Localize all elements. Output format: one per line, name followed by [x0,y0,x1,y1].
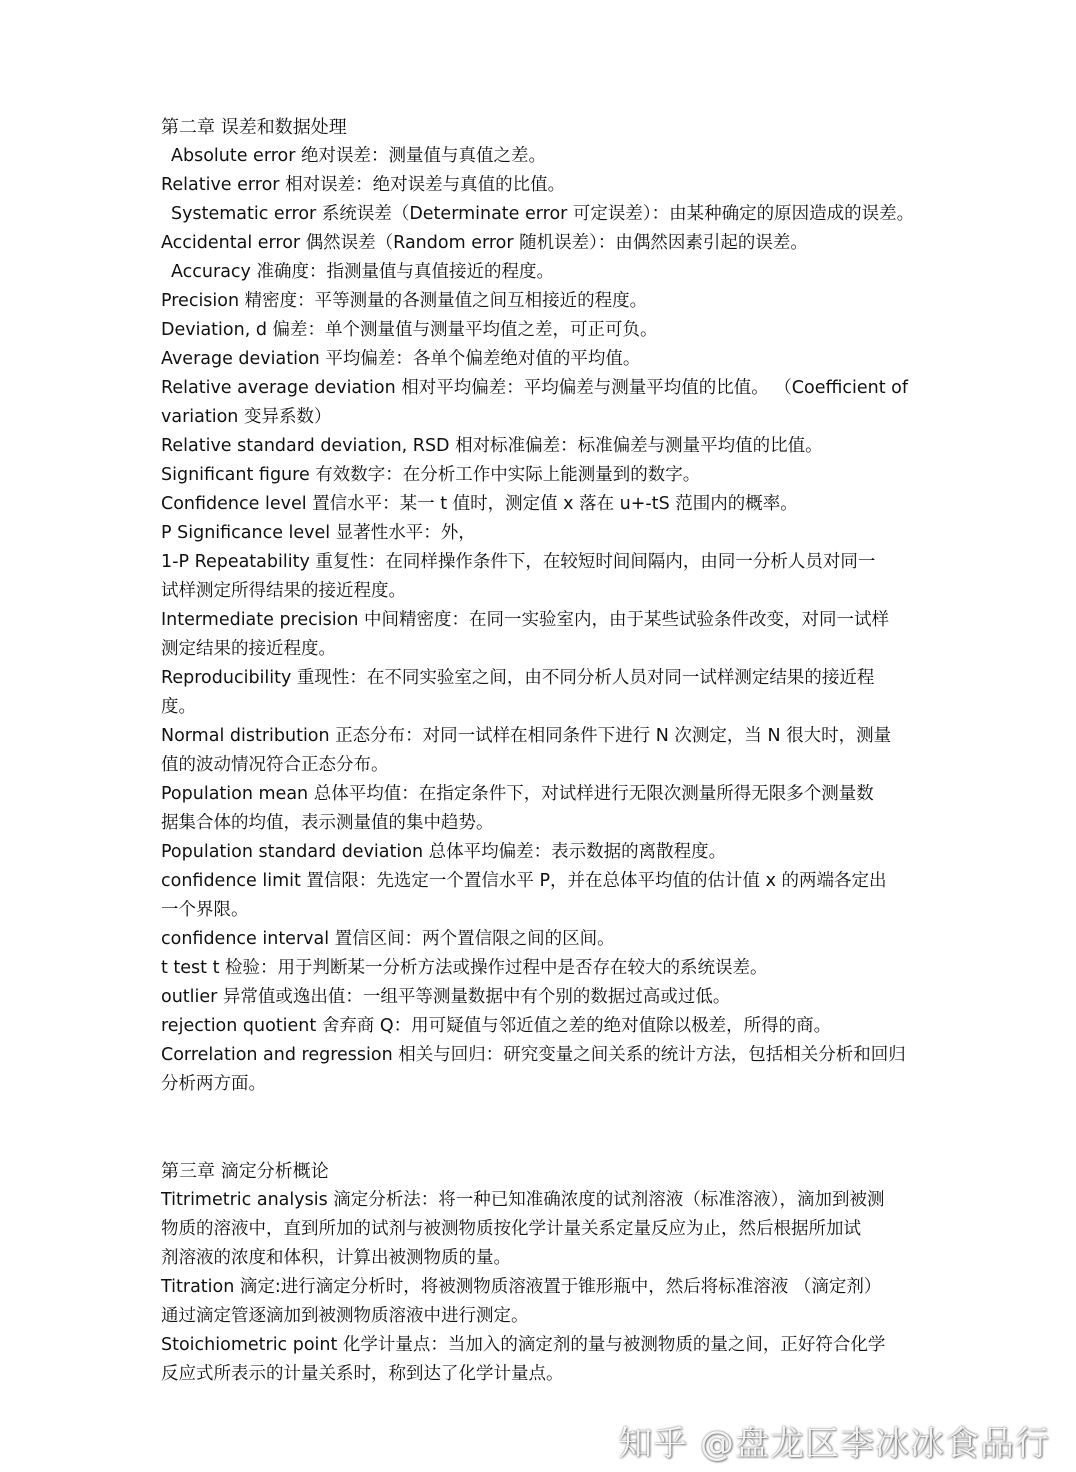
chapter-2-line: Correlation and regression 相关与回归：研究变量之间关系的统计方法，包括相关分析和回归 [161,1045,906,1065]
chapter-2-heading: 第二章 误差和数据处理 [161,117,347,138]
chapter-2-line: 度。 [161,697,196,717]
chapter-2-line: Intermediate precision 中间精密度：在同一实验室内，由于某些试验条件改变，对同一试样 [161,610,889,630]
chapter-2-line: Accidental error 偶然误差（Random error 随机误差）：由偶然因素引起的误差。 [161,233,808,253]
chapter-2-line: Confidence level 置信水平：某一 t 值时，测定值 x 落在 u+-tS 范围内的概率。 [161,494,798,514]
chapter-2-line: Systematic error 系统误差（Determinate error 可定误差）：由某种确定的原因造成的误差。 [171,204,915,224]
chapter-2-line: 一个界限。 [161,900,249,920]
chapter-2-line: Relative average deviation 相对平均偏差：平均偏差与测量平均值的比值。 （Coefficient of [161,378,909,398]
chapter-2-line: 据集合体的均值，表示测量值的集中趋势。 [161,813,494,833]
section-spacer [161,1099,931,1157]
chapter-2-line: Deviation, d 偏差：单个测量值与测量平均值之差，可正可负。 [161,320,658,340]
chapter-2-line: Population standard deviation 总体平均偏差：表示数据的离散程度。 [161,842,727,862]
chapter-3-line: Stoichiometric point 化学计量点：当加入的滴定剂的量与被测物质的量之间，正好符合化学 [161,1335,886,1355]
chapter-2-line: 1-P Repeatability 重复性：在同样操作条件下，在较短时间间隔内，由同一分析人员对同一 [161,552,876,572]
document-body [161,113,931,1389]
chapter-2-line: 分析两方面。 [161,1074,266,1094]
chapter-2-line: Average deviation 平均偏差：各单个偏差绝对值的平均值。 [161,349,641,369]
chapter-2-line: confidence interval 置信区间：两个置信限之间的区间。 [161,929,615,949]
chapter-2-line: Relative standard deviation, RSD 相对标准偏差：标准偏差与测量平均值的比值。 [161,436,823,456]
chapter-2-line: Relative error 相对误差：绝对误差与真值的比值。 [161,175,566,195]
chapter-2-line: 测定结果的接近程度。 [161,639,336,659]
chapter-2-line: 值的波动情况符合正态分布。 [161,755,389,775]
chapter-2-line: Population mean 总体平均值：在指定条件下，对试样进行无限次测量所得无限多个测量数 [161,784,874,804]
chapter-2-line: Accuracy 准确度：指测量值与真值接近的程度。 [171,262,554,282]
chapter-2-line: confidence limit 置信限：先选定一个置信水平 P，并在总体平均值的估计值 x 的两端各定出 [161,871,887,891]
chapter-3-line: Titration 滴定:进行滴定分析时，将被测物质溶液置于锥形瓶中，然后将标准溶液 （滴定剂） [161,1277,882,1297]
chapter-3-line: Titrimetric analysis 滴定分析法：将一种已知准确浓度的试剂溶液（标准溶液），滴加到被测 [161,1190,885,1210]
chapter-3-line: 反应式所表示的计量关系时，称到达了化学计量点。 [161,1364,564,1384]
chapter-2-line: t test t 检验：用于判断某一分析方法或操作过程中是否存在较大的系统误差。 [161,958,768,978]
chapter-2-line: variation 变异系数） [161,407,332,427]
chapter-2-line: P Significance level 显著性水平：外， [161,523,476,543]
chapter-3-line: 通过滴定管逐滴加到被测物质溶液中进行测定。 [161,1306,529,1326]
chapter-3-line: 剂溶液的浓度和体积，计算出被测物质的量。 [161,1248,511,1268]
chapter-2-line: rejection quotient 舍弃商 Q：用可疑值与邻近值之差的绝对值除以极差，所得的商。 [161,1016,832,1036]
chapter-2-line: Normal distribution 正态分布：对同一试样在相同条件下进行 N 次测定，当 N 很大时，测量 [161,726,892,746]
chapter-2-line: Absolute error 绝对误差：测量值与真值之差。 [171,146,546,166]
chapter-3-heading: 第三章 滴定分析概论 [161,1161,329,1182]
watermark: 知乎 @盘龙区李冰冰食品行 [618,1424,1050,1464]
chapter-2-line: outlier 异常值或逸出值：一组平等测量数据中有个别的数据过高或过低。 [161,987,731,1007]
chapter-2-line: Precision 精密度：平等测量的各测量值之间互相接近的程度。 [161,291,648,311]
chapter-2-line: Significant figure 有效数字：在分析工作中实际上能测量到的数字。 [161,465,701,485]
chapter-3-line: 物质的溶液中，直到所加的试剂与被测物质按化学计量关系定量反应为止，然后根据所加试 [161,1219,861,1239]
chapter-2-line: 试样测定所得结果的接近程度。 [161,581,406,601]
chapter-2-line: Reproducibility 重现性：在不同实验室之间，由不同分析人员对同一试样测定结果的接近程 [161,668,875,688]
